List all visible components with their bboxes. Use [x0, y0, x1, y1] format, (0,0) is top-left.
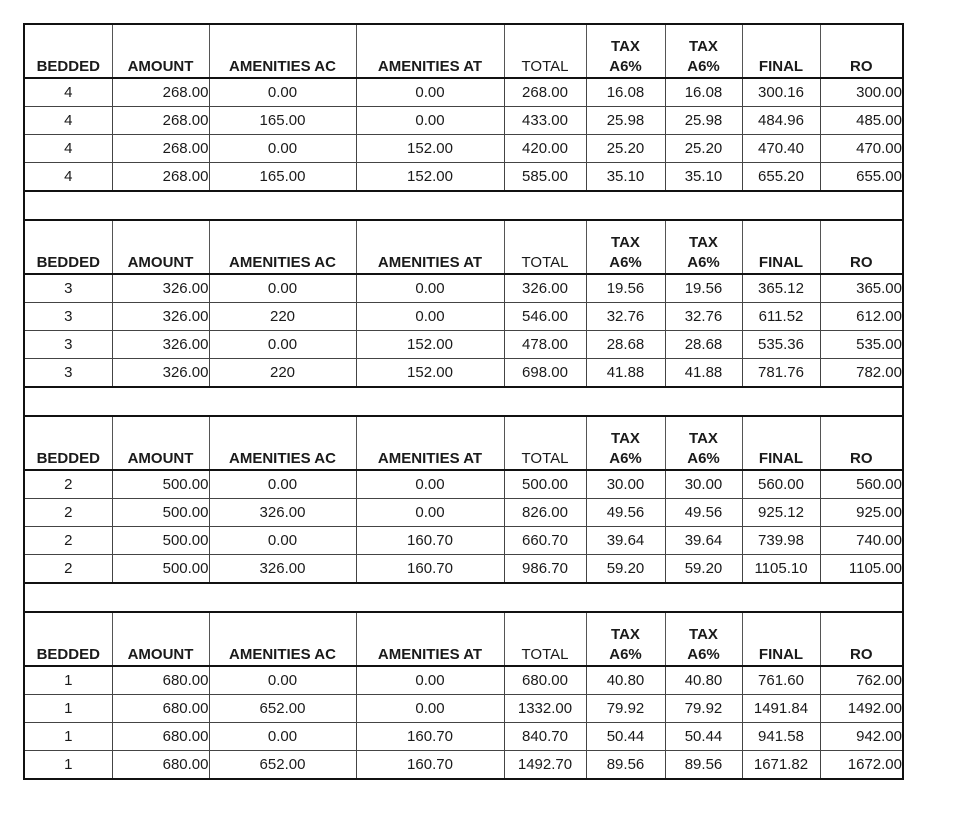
cell-ro: 655.00: [820, 163, 903, 192]
cell-total: 660.70: [504, 527, 586, 555]
cell-tax-1: 19.56: [586, 274, 665, 303]
header-amenities-at: AMENITIES AT: [356, 24, 504, 78]
cell-ro: 365.00: [820, 274, 903, 303]
header-tax-1-line1: TAX: [611, 38, 640, 55]
table-row: [24, 163, 903, 192]
cell-tax-2: 50.44: [665, 723, 742, 751]
header-tax-1: [586, 220, 665, 274]
cell-amenities-at: 0.00: [356, 499, 504, 527]
cell-tax-1: 32.76: [586, 303, 665, 331]
cell-ro: 470.00: [820, 135, 903, 163]
cell-bedded: 1: [24, 723, 112, 751]
cell-tax-1: 59.20: [586, 555, 665, 584]
header-tax-1-line1: TAX: [611, 234, 640, 251]
header-tax-1-line1: TAX: [611, 430, 640, 447]
cell-amenities-ac: 652.00: [209, 751, 356, 780]
cell-tax-2: 28.68: [665, 331, 742, 359]
table-row: [24, 695, 903, 723]
cell-bedded: 1: [24, 751, 112, 780]
cell-final: 300.16: [742, 78, 820, 107]
cell-tax-2: 49.56: [665, 499, 742, 527]
cell-amenities-at: 160.70: [356, 723, 504, 751]
header-total: TOTAL: [504, 220, 586, 274]
table-row: [24, 751, 903, 780]
cell-tax-2: 39.64: [665, 527, 742, 555]
cell-ro: 925.00: [820, 499, 903, 527]
cell-ro: 1672.00: [820, 751, 903, 780]
header-amenities-at: AMENITIES AT: [356, 612, 504, 666]
cell-tax-2: 89.56: [665, 751, 742, 780]
cell-tax-1: 49.56: [586, 499, 665, 527]
cell-amenities-ac: 220: [209, 359, 356, 388]
cell-tax-2: 30.00: [665, 470, 742, 499]
spacer-cell: [24, 191, 903, 220]
cell-amount: 326.00: [112, 274, 209, 303]
cell-amenities-at: 0.00: [356, 303, 504, 331]
cell-tax-2: 79.92: [665, 695, 742, 723]
cell-amount: 268.00: [112, 163, 209, 192]
cell-tax-2: 19.56: [665, 274, 742, 303]
header-amenities-ac: AMENITIES AC: [209, 220, 356, 274]
header-tax-1: [586, 612, 665, 666]
cell-tax-1: 35.10: [586, 163, 665, 192]
table-row: [24, 555, 903, 584]
cell-amenities-at: 0.00: [356, 470, 504, 499]
cell-total: 585.00: [504, 163, 586, 192]
cell-total: 546.00: [504, 303, 586, 331]
cell-amenities-ac: 0.00: [209, 470, 356, 499]
cell-final: 560.00: [742, 470, 820, 499]
cell-amenities-ac: 165.00: [209, 107, 356, 135]
header-bedded: BEDDED: [24, 220, 112, 274]
cell-tax-2: 25.20: [665, 135, 742, 163]
header-tax-2: [665, 220, 742, 274]
cell-ro: 485.00: [820, 107, 903, 135]
cell-total: 268.00: [504, 78, 586, 107]
cell-amount: 268.00: [112, 135, 209, 163]
cell-total: 986.70: [504, 555, 586, 584]
cell-bedded: 1: [24, 695, 112, 723]
header-amount: AMOUNT: [112, 24, 209, 78]
cell-amenities-at: 160.70: [356, 751, 504, 780]
table-row: [24, 666, 903, 695]
header-tax-2-line2: A6%: [687, 58, 720, 75]
cell-tax-1: 30.00: [586, 470, 665, 499]
cell-final: 1105.10: [742, 555, 820, 584]
cell-amenities-ac: 0.00: [209, 527, 356, 555]
cell-bedded: 1: [24, 666, 112, 695]
cell-amenities-ac: 0.00: [209, 274, 356, 303]
cell-final: 655.20: [742, 163, 820, 192]
section-spacer: [24, 583, 903, 612]
section-spacer: [24, 387, 903, 416]
spacer-cell: [24, 583, 903, 612]
header-total: TOTAL: [504, 612, 586, 666]
cell-amount: 268.00: [112, 78, 209, 107]
cell-total: 698.00: [504, 359, 586, 388]
cell-amount: 326.00: [112, 303, 209, 331]
header-amenities-at: AMENITIES AT: [356, 220, 504, 274]
cell-tax-2: 59.20: [665, 555, 742, 584]
cell-final: 470.40: [742, 135, 820, 163]
cell-total: 680.00: [504, 666, 586, 695]
header-tax-1-line2: A6%: [609, 450, 642, 467]
cell-bedded: 2: [24, 527, 112, 555]
cell-ro: 762.00: [820, 666, 903, 695]
cell-bedded: 4: [24, 135, 112, 163]
header-tax-2: [665, 416, 742, 470]
header-tax-1-line2: A6%: [609, 254, 642, 271]
header-tax-2: [665, 612, 742, 666]
cell-tax-1: 41.88: [586, 359, 665, 388]
cell-bedded: 3: [24, 331, 112, 359]
table-row: [24, 470, 903, 499]
cell-ro: 1492.00: [820, 695, 903, 723]
header-row: [24, 612, 903, 666]
cell-amenities-at: 0.00: [356, 107, 504, 135]
header-amenities-at: AMENITIES AT: [356, 416, 504, 470]
cell-tax-1: 39.64: [586, 527, 665, 555]
header-tax-1: [586, 416, 665, 470]
header-final: FINAL: [742, 612, 820, 666]
header-amenities-ac: AMENITIES AC: [209, 416, 356, 470]
cell-amount: 326.00: [112, 359, 209, 388]
cell-bedded: 3: [24, 303, 112, 331]
cell-final: 781.76: [742, 359, 820, 388]
cell-ro: 560.00: [820, 470, 903, 499]
cell-bedded: 4: [24, 107, 112, 135]
cell-amount: 500.00: [112, 470, 209, 499]
cell-amenities-ac: 326.00: [209, 499, 356, 527]
cell-ro: 782.00: [820, 359, 903, 388]
header-tax-1-line1: TAX: [611, 626, 640, 643]
cell-final: 365.12: [742, 274, 820, 303]
cell-total: 500.00: [504, 470, 586, 499]
cell-amenities-at: 160.70: [356, 555, 504, 584]
cell-tax-2: 41.88: [665, 359, 742, 388]
cell-total: 1492.70: [504, 751, 586, 780]
cell-amenities-ac: 0.00: [209, 78, 356, 107]
header-amenities-ac: AMENITIES AC: [209, 24, 356, 78]
cell-tax-1: 89.56: [586, 751, 665, 780]
header-ro: RO: [820, 220, 903, 274]
cell-final: 535.36: [742, 331, 820, 359]
section-spacer: [24, 191, 903, 220]
table-row: [24, 78, 903, 107]
header-bedded: BEDDED: [24, 416, 112, 470]
header-bedded: BEDDED: [24, 24, 112, 78]
table-row: [24, 331, 903, 359]
cell-amenities-at: 152.00: [356, 359, 504, 388]
cell-amount: 680.00: [112, 695, 209, 723]
table-row: [24, 527, 903, 555]
header-tax-2-line1: TAX: [689, 430, 718, 447]
header-tax-2-line1: TAX: [689, 234, 718, 251]
table-row: [24, 135, 903, 163]
cell-amount: 326.00: [112, 331, 209, 359]
table-row: [24, 274, 903, 303]
cell-amenities-ac: 0.00: [209, 666, 356, 695]
header-row: [24, 416, 903, 470]
cell-total: 478.00: [504, 331, 586, 359]
cell-tax-1: 40.80: [586, 666, 665, 695]
cell-amenities-ac: 0.00: [209, 331, 356, 359]
cell-bedded: 2: [24, 499, 112, 527]
cell-amenities-ac: 165.00: [209, 163, 356, 192]
cell-final: 611.52: [742, 303, 820, 331]
header-final: FINAL: [742, 24, 820, 78]
rate-table-body: [24, 24, 903, 779]
cell-final: 739.98: [742, 527, 820, 555]
header-row: [24, 220, 903, 274]
cell-amenities-at: 0.00: [356, 78, 504, 107]
cell-bedded: 2: [24, 555, 112, 584]
cell-ro: 740.00: [820, 527, 903, 555]
spacer-cell: [24, 387, 903, 416]
header-total: TOTAL: [504, 416, 586, 470]
header-tax-2-line2: A6%: [687, 646, 720, 663]
cell-ro: 1105.00: [820, 555, 903, 584]
cell-bedded: 4: [24, 78, 112, 107]
cell-amount: 268.00: [112, 107, 209, 135]
table-row: [24, 723, 903, 751]
cell-final: 761.60: [742, 666, 820, 695]
cell-total: 826.00: [504, 499, 586, 527]
header-amenities-ac: AMENITIES AC: [209, 612, 356, 666]
header-row: [24, 24, 903, 78]
cell-ro: 535.00: [820, 331, 903, 359]
table-row: [24, 303, 903, 331]
header-ro: RO: [820, 24, 903, 78]
header-tax-2-line2: A6%: [687, 450, 720, 467]
cell-amount: 500.00: [112, 499, 209, 527]
header-ro: RO: [820, 612, 903, 666]
cell-amenities-at: 152.00: [356, 135, 504, 163]
header-tax-2-line2: A6%: [687, 254, 720, 271]
cell-final: 925.12: [742, 499, 820, 527]
cell-final: 484.96: [742, 107, 820, 135]
cell-total: 326.00: [504, 274, 586, 303]
header-tax-1: [586, 24, 665, 78]
cell-ro: 942.00: [820, 723, 903, 751]
cell-tax-1: 28.68: [586, 331, 665, 359]
cell-ro: 612.00: [820, 303, 903, 331]
cell-tax-1: 16.08: [586, 78, 665, 107]
table-row: [24, 499, 903, 527]
cell-amenities-ac: 326.00: [209, 555, 356, 584]
cell-tax-1: 79.92: [586, 695, 665, 723]
cell-total: 420.00: [504, 135, 586, 163]
cell-final: 941.58: [742, 723, 820, 751]
cell-tax-1: 50.44: [586, 723, 665, 751]
header-tax-2: [665, 24, 742, 78]
header-tax-2-line1: TAX: [689, 626, 718, 643]
header-amount: AMOUNT: [112, 220, 209, 274]
cell-amenities-ac: 0.00: [209, 723, 356, 751]
cell-tax-1: 25.20: [586, 135, 665, 163]
cell-total: 433.00: [504, 107, 586, 135]
cell-bedded: 3: [24, 359, 112, 388]
table-row: [24, 359, 903, 388]
cell-amenities-ac: 220: [209, 303, 356, 331]
cell-total: 1332.00: [504, 695, 586, 723]
cell-amount: 680.00: [112, 751, 209, 780]
cell-ro: 300.00: [820, 78, 903, 107]
cell-amount: 680.00: [112, 723, 209, 751]
cell-final: 1491.84: [742, 695, 820, 723]
cell-tax-2: 25.98: [665, 107, 742, 135]
cell-tax-2: 35.10: [665, 163, 742, 192]
cell-total: 840.70: [504, 723, 586, 751]
cell-amenities-at: 0.00: [356, 666, 504, 695]
cell-tax-2: 40.80: [665, 666, 742, 695]
header-amount: AMOUNT: [112, 612, 209, 666]
header-ro: RO: [820, 416, 903, 470]
cell-tax-1: 25.98: [586, 107, 665, 135]
header-final: FINAL: [742, 220, 820, 274]
cell-tax-2: 16.08: [665, 78, 742, 107]
cell-amount: 680.00: [112, 666, 209, 695]
header-final: FINAL: [742, 416, 820, 470]
cell-final: 1671.82: [742, 751, 820, 780]
header-amount: AMOUNT: [112, 416, 209, 470]
header-bedded: BEDDED: [24, 612, 112, 666]
header-total: TOTAL: [504, 24, 586, 78]
cell-bedded: 4: [24, 163, 112, 192]
header-tax-1-line2: A6%: [609, 58, 642, 75]
cell-amount: 500.00: [112, 555, 209, 584]
cell-amenities-ac: 652.00: [209, 695, 356, 723]
cell-amenities-at: 0.00: [356, 695, 504, 723]
cell-amenities-at: 152.00: [356, 163, 504, 192]
table-row: [24, 107, 903, 135]
header-tax-2-line1: TAX: [689, 38, 718, 55]
rate-table: [23, 23, 904, 780]
cell-amenities-ac: 0.00: [209, 135, 356, 163]
cell-amenities-at: 0.00: [356, 274, 504, 303]
cell-bedded: 2: [24, 470, 112, 499]
cell-bedded: 3: [24, 274, 112, 303]
cell-amenities-at: 160.70: [356, 527, 504, 555]
cell-amenities-at: 152.00: [356, 331, 504, 359]
cell-tax-2: 32.76: [665, 303, 742, 331]
cell-amount: 500.00: [112, 527, 209, 555]
header-tax-1-line2: A6%: [609, 646, 642, 663]
